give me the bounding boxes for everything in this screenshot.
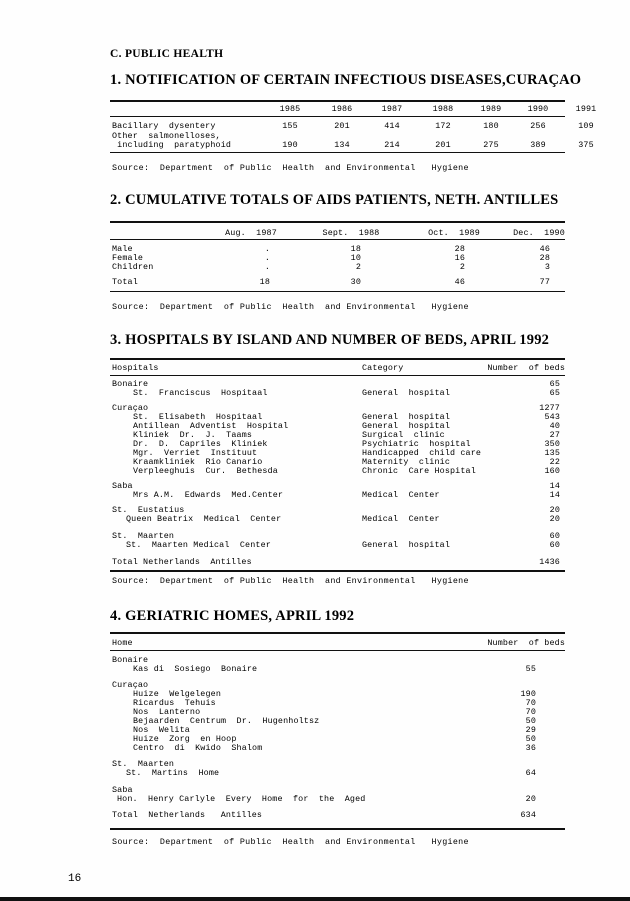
table-3-item-name: Verpleeghuis Cur. Bethesda — [133, 466, 278, 476]
table-3-item-beds: 543 — [544, 412, 560, 422]
table-2-source: Source: Department of Public Health and Environmental Hygiene — [112, 302, 469, 312]
table-2-total-cell: 30 — [350, 277, 361, 287]
table-3-item-category: General hospital — [362, 540, 450, 550]
table-3-item-category: Handicapped child care — [362, 448, 482, 458]
table-4-item-beds: 70 — [525, 707, 536, 717]
table-1-cell: 414 — [384, 121, 400, 131]
table-4-item-beds: 50 — [525, 734, 536, 744]
table-3-island-label: Bonaire — [112, 379, 149, 389]
table-1-col-header: 1988 — [432, 104, 454, 114]
table-2-cell: 16 — [454, 253, 465, 263]
table-2-cell: . — [264, 244, 270, 254]
table-4-source: Source: Department of Public Health and Environmental Hygiene — [112, 837, 469, 847]
table-4-item-beds: 64 — [525, 768, 536, 778]
table-4-top-rule — [110, 632, 565, 634]
table-3-total-beds: 1436 — [539, 557, 560, 567]
table-4-item-name: Nos Lanterno — [133, 707, 201, 717]
table-3-item-beds: 135 — [544, 448, 560, 458]
table-4-item-beds: 20 — [525, 794, 536, 804]
table-3-item-beds: 65 — [549, 388, 560, 398]
table-3-item-name: Mrs A.M. Edwards Med.Center — [133, 490, 284, 500]
table-4-island-label: Saba — [112, 785, 133, 795]
table-2-header-rule — [110, 239, 565, 240]
table-4-item-name: St. Martins Home — [126, 768, 220, 778]
table-4-island-label: Bonaire — [112, 655, 149, 665]
table-3-item-name: Kraamkliniek Rio Canario — [133, 457, 263, 467]
table-2-row-label: Male — [112, 244, 133, 254]
table-1-col-header: 1990 — [527, 104, 549, 114]
table-2-cell: 18 — [350, 244, 361, 254]
table-2-total-cell: 18 — [259, 277, 270, 287]
table-1-cell: 375 — [578, 140, 594, 150]
table-2-bottom-rule — [110, 291, 565, 292]
table-3-col-header-hospitals: Hospitals — [112, 363, 159, 373]
table-3-island-beds: 14 — [549, 481, 560, 491]
section-2-heading: 2. CUMULATIVE TOTALS OF AIDS PATIENTS, NETH. ANTILLES — [110, 192, 559, 208]
table-2-cell: . — [264, 262, 270, 272]
table-3-item-beds: 14 — [549, 490, 560, 500]
table-2-col-header: Sept. 1988 — [322, 228, 380, 238]
table-1-row-label: Other salmonelloses, — [112, 131, 221, 141]
table-4-item-beds: 190 — [520, 689, 536, 699]
table-3-item-beds: 350 — [544, 439, 560, 449]
table-3-item-category: Psychiatric hospital — [362, 439, 471, 449]
table-2-cell: 2 — [459, 262, 465, 272]
table-2-cell: . — [264, 253, 270, 263]
table-4-item-name: Huize Zorg en Hoop — [133, 734, 237, 744]
table-3-item-beds: 22 — [549, 457, 560, 467]
section-4-heading: 4. GERIATRIC HOMES, APRIL 1992 — [110, 608, 355, 624]
table-3-col-header-beds: Number of beds — [487, 363, 565, 373]
table-4-item-beds: 55 — [525, 664, 536, 674]
table-3-item-name: St. Franciscus Hospitaal — [133, 388, 268, 398]
table-2-total-label: Total — [112, 277, 138, 287]
table-1-col-header: 1987 — [381, 104, 403, 114]
table-4-col-header-home: Home — [112, 638, 133, 648]
table-2-cell: 2 — [355, 262, 361, 272]
table-3-island-beds: 1277 — [539, 403, 560, 413]
table-3-item-category: Medical Center — [362, 514, 440, 524]
table-4-bottom-rule — [110, 828, 565, 830]
table-3-item-name: St. Maarten Medical Center — [126, 540, 271, 550]
table-4-item-beds: 29 — [525, 725, 536, 735]
table-3-island-label: St. Eustatius — [112, 505, 185, 515]
table-1-cell: 180 — [483, 121, 499, 131]
table-2-cell: 10 — [350, 253, 361, 263]
table-3-item-name: Dr. D. Capriles Kliniek — [133, 439, 268, 449]
table-1-cell: 389 — [530, 140, 546, 150]
table-3-item-beds: 20 — [549, 514, 560, 524]
table-4-item-name: Kas di Sosiego Bonaire — [133, 664, 258, 674]
table-2-row-label: Children — [112, 262, 154, 272]
table-3-item-beds: 40 — [549, 421, 560, 431]
page-bottom-edge — [0, 897, 630, 901]
table-2-top-rule — [110, 221, 565, 223]
table-2-cell: 46 — [539, 244, 550, 254]
table-3-island-label: Saba — [112, 481, 133, 491]
table-4-island-label: St. Maarten — [112, 759, 175, 769]
table-3-col-header-category: Category — [362, 363, 404, 373]
table-1-cell: 190 — [282, 140, 298, 150]
table-2-total-cell: 77 — [539, 277, 550, 287]
table-3-island-beds: 60 — [549, 531, 560, 541]
chapter-heading: C. PUBLIC HEALTH — [110, 48, 224, 60]
table-4-total-label: Total Netherlands Antilles — [112, 810, 263, 820]
table-4-item-name: Hon. Henry Carlyle Every Home for the Aged — [117, 794, 366, 804]
table-4-header-rule — [110, 650, 565, 651]
table-4-item-name: Bejaarden Centrum Dr. Hugenholtsz — [133, 716, 320, 726]
table-3-item-beds: 160 — [544, 466, 560, 476]
table-1-bottom-rule — [110, 152, 565, 153]
table-3-island-beds: 20 — [549, 505, 560, 515]
table-1-cell: 201 — [334, 121, 350, 131]
table-1-header-rule — [110, 116, 565, 117]
table-3-item-category: General hospital — [362, 421, 450, 431]
table-1-source: Source: Department of Public Health and Environmental Hygiene — [112, 163, 469, 173]
table-3-island-beds: 65 — [549, 379, 560, 389]
table-3-total-label: Total Netherlands Antilles — [112, 557, 252, 567]
table-3-top-rule — [110, 358, 565, 360]
section-3-heading: 3. HOSPITALS BY ISLAND AND NUMBER OF BEDS, APRIL 1992 — [110, 332, 550, 348]
table-1-cell: 134 — [334, 140, 350, 150]
table-1-col-header: 1986 — [331, 104, 353, 114]
table-1-cell: 172 — [435, 121, 451, 131]
table-2-row-label: Female — [112, 253, 144, 263]
table-4-total-beds: 634 — [520, 810, 536, 820]
table-4-item-name: Nos Welita — [133, 725, 190, 735]
table-3-item-category: General hospital — [362, 388, 450, 398]
table-4-item-name: Ricardus Tehuis — [133, 698, 216, 708]
page-number: 16 — [68, 873, 82, 885]
table-1-row-label-cont: including paratyphoid — [112, 140, 232, 150]
table-3-item-name: Kliniek Dr. J. Taams — [133, 430, 253, 440]
table-1-col-header: 1989 — [480, 104, 502, 114]
table-2-col-header: Aug. 1987 — [225, 228, 277, 238]
table-3-item-category: Medical Center — [362, 490, 440, 500]
table-1-top-rule — [110, 100, 565, 102]
table-2-cell: 28 — [454, 244, 465, 254]
table-3-header-rule — [110, 375, 565, 376]
table-3-item-category: General hospital — [362, 412, 450, 422]
section-1-heading: 1. NOTIFICATION OF CERTAIN INFECTIOUS DISEASES,CURAÇAO — [110, 72, 582, 88]
table-4-item-name: Huize Welgelegen — [133, 689, 221, 699]
table-3-item-name: Antillean Adventist Hospital — [133, 421, 289, 431]
table-3-item-category: Maternity clinic — [362, 457, 450, 467]
table-2-col-header: Dec. 1990 — [513, 228, 565, 238]
table-3-item-name: St. Elisabeth Hospitaal — [133, 412, 263, 422]
table-3-island-label: Curaçao — [112, 403, 149, 413]
table-1-col-header: 1991 — [575, 104, 597, 114]
table-4-col-header-beds: Number of beds — [487, 638, 565, 648]
table-1-cell: 214 — [384, 140, 400, 150]
table-1-cell: 275 — [483, 140, 499, 150]
table-4-item-beds: 70 — [525, 698, 536, 708]
table-4-item-beds: 36 — [525, 743, 536, 753]
table-2-cell: 28 — [539, 253, 550, 263]
table-3-item-name: Queen Beatrix Medical Center — [126, 514, 282, 524]
table-1-cell: 201 — [435, 140, 451, 150]
table-1-row-label: Bacillary dysentery — [112, 121, 216, 131]
table-3-bottom-rule — [110, 570, 565, 572]
table-1-cell: 155 — [282, 121, 298, 131]
table-3-item-beds: 60 — [549, 540, 560, 550]
table-3-item-beds: 27 — [549, 430, 560, 440]
table-2-cell: 3 — [544, 262, 550, 272]
table-3-item-category: Surgical clinic — [362, 430, 445, 440]
table-3-item-category: Chronic Care Hospital — [362, 466, 476, 476]
table-2-total-cell: 46 — [454, 277, 465, 287]
table-4-island-label: Curaçao — [112, 680, 149, 690]
table-4-item-name: Centro di Kwido Shalom — [133, 743, 263, 753]
table-1-cell: 109 — [578, 121, 594, 131]
table-1-col-header: 1985 — [279, 104, 301, 114]
table-3-source: Source: Department of Public Health and Environmental Hygiene — [112, 576, 469, 586]
table-4-item-beds: 50 — [525, 716, 536, 726]
table-2-col-header: Oct. 1989 — [428, 228, 480, 238]
table-1-cell: 256 — [530, 121, 546, 131]
table-3-island-label: St. Maarten — [112, 531, 175, 541]
table-3-item-name: Mgr. Verriet Instituut — [133, 448, 258, 458]
